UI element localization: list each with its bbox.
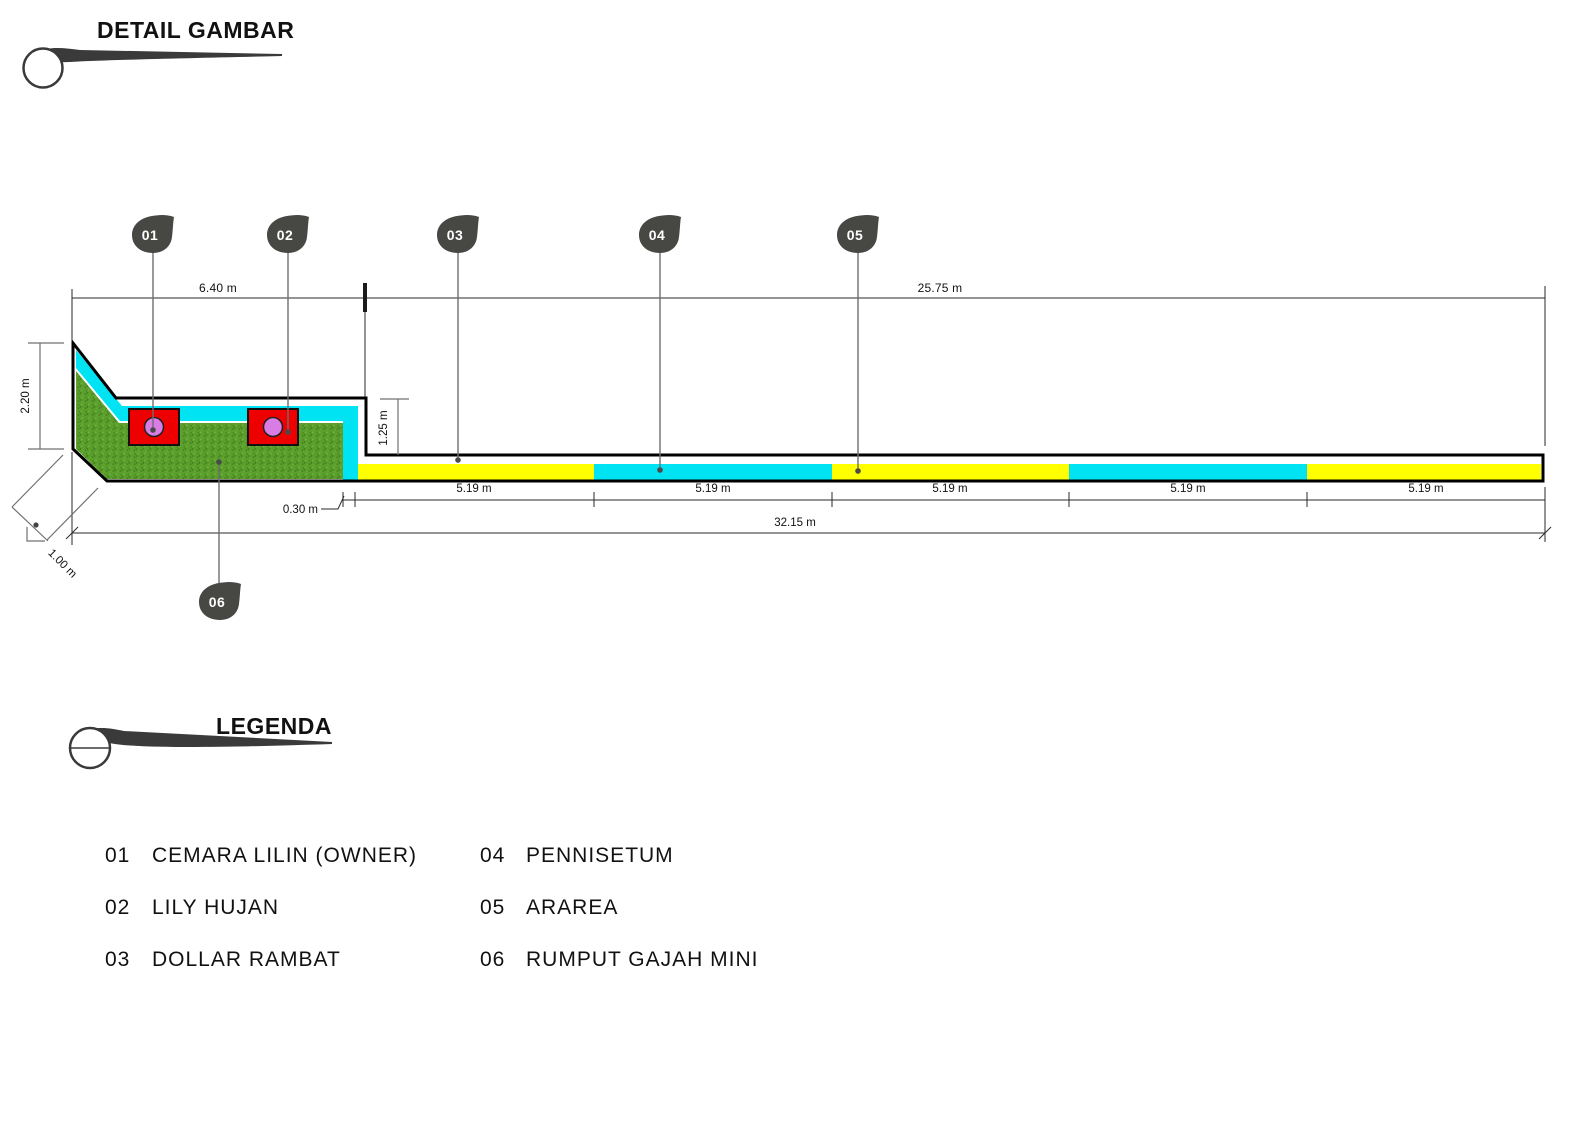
svg-text:04: 04: [648, 227, 666, 243]
dim-label-slope: 1.00 m: [45, 547, 79, 581]
legend-item-label: RUMPUT GAJAH MINI: [526, 948, 759, 971]
leader-dot-06: [216, 459, 222, 465]
dim-dot-slope: [33, 522, 38, 527]
leader-dot-04: [657, 467, 663, 473]
drawing-title-block: [24, 17, 295, 88]
title-marker-circle: [24, 49, 63, 88]
dim-label-seg-5: 5.19 m: [1408, 483, 1444, 495]
legend-item-no: 05: [480, 896, 506, 919]
callout-balloon-02: [267, 215, 309, 253]
plant-circle-2: [264, 418, 283, 437]
section-drawing: [73, 343, 1543, 481]
dim-label-seg-1: 5.19 m: [456, 483, 492, 495]
leader-dot-01: [150, 427, 156, 433]
callout-balloon-03: [437, 215, 479, 253]
callout-balloon-01: [132, 215, 174, 253]
callout-balloon-05: [837, 215, 879, 253]
dim-label-seg-2: 5.19 m: [695, 483, 731, 495]
dim-label-step: 1.25 m: [378, 410, 390, 446]
dim-label-offset: 0.30 m: [282, 504, 318, 516]
leader-dot-05: [855, 468, 861, 474]
legend-item-label: CEMARA LILIN (OWNER): [152, 844, 418, 867]
dim-label-seg-3: 5.19 m: [932, 483, 968, 495]
dim-label-span-left: 6.40 m: [199, 281, 237, 295]
legend-item-no: 02: [105, 896, 131, 919]
ground-strip: [358, 464, 1541, 480]
legend-item-no: 01: [105, 844, 131, 867]
legend-item-label: DOLLAR RAMBAT: [152, 948, 341, 971]
legend-item-label: LILY HUJAN: [152, 896, 280, 919]
strip-segment-1: [358, 464, 594, 480]
dim-line-slope: [12, 507, 48, 541]
title-taper-line: [36, 48, 282, 62]
callout-balloon-06: [199, 582, 241, 620]
legend-items: [105, 844, 758, 971]
legend-item-no: 03: [105, 948, 131, 971]
callout-balloon-04: [639, 215, 681, 253]
dim-leader-offset: [321, 496, 344, 509]
legend-block: [70, 713, 758, 971]
svg-text:06: 06: [208, 594, 226, 610]
svg-text:02: 02: [276, 227, 294, 243]
svg-text:05: 05: [846, 227, 864, 243]
strip-segment-4: [1069, 464, 1307, 480]
dim-label-span-right: 25.75 m: [917, 281, 963, 295]
legend-item-label: PENNISETUM: [526, 844, 674, 867]
leader-dot-03: [455, 457, 461, 463]
grass-texture: [76, 371, 343, 479]
strip-segment-5: [1307, 464, 1541, 480]
legend-title: LEGENDA: [216, 713, 332, 739]
drawing-title: DETAIL GAMBAR: [97, 17, 295, 43]
dim-label-seg-4: 5.19 m: [1170, 483, 1206, 495]
legend-item-label: ARAREA: [526, 896, 619, 919]
svg-text:01: 01: [141, 227, 159, 243]
legend-item-no: 04: [480, 844, 506, 867]
svg-text:03: 03: [446, 227, 464, 243]
legend-item-no: 06: [480, 948, 506, 971]
planter-1: [129, 409, 179, 445]
dim-ext-slope-a: [12, 455, 63, 507]
leader-dot-02: [285, 429, 291, 435]
dim-label-height-left: 2.20 m: [20, 378, 32, 414]
plant-circle-1: [145, 418, 164, 437]
strip-segment-3: [832, 464, 1069, 480]
strip-segment-2: [594, 464, 832, 480]
planter-2: [248, 409, 298, 445]
dim-label-overall: 32.15 m: [774, 517, 816, 529]
